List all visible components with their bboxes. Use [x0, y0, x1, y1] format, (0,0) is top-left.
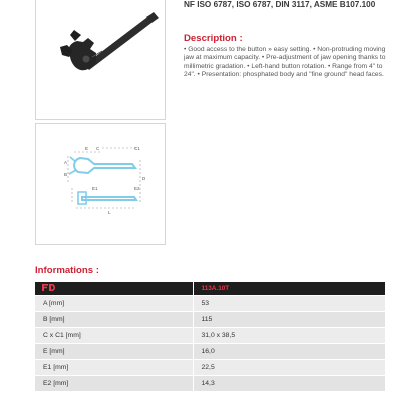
- diagram-label-b: B: [64, 172, 68, 177]
- diagram-label-a: A: [64, 160, 68, 165]
- row-label: E1 [mm]: [35, 359, 193, 375]
- row-value: 31,0 x 38,5: [193, 327, 385, 343]
- row-label: E [mm]: [35, 343, 193, 359]
- table-row: [35, 327, 385, 343]
- row-value: 16,0: [193, 343, 385, 359]
- informations-heading: Informations :: [35, 265, 99, 276]
- adjustable-wrench-photo: [36, 0, 167, 121]
- description-text: • Good access to the button » easy setting. • Non-protruding moving jaw at maximum capacity. • Pre-adjustment of jaw opening thanks to millimetric gradation. • Left-hand button rotation. • Range from 4" to 24". • Presentation: phosphated body and "fine ground" head faces.: [184, 46, 386, 78]
- row-label: C x C1 [mm]: [35, 327, 193, 343]
- facom-logo-icon: [41, 283, 57, 292]
- dimension-diagram[interactable]: [35, 123, 166, 245]
- row-value: 115: [193, 311, 385, 327]
- diagram-label-e2: E2: [134, 186, 140, 191]
- diagram-label-l: L: [108, 210, 111, 215]
- row-value: 22,5: [193, 359, 385, 375]
- row-label: E2 [mm]: [35, 375, 193, 391]
- table-header-row: [35, 282, 385, 295]
- diagram-label-d: D: [142, 176, 146, 181]
- diagram-label-c1: C1: [134, 146, 140, 151]
- table-row: [35, 295, 385, 311]
- diagram-label-e: E: [85, 146, 89, 151]
- product-image[interactable]: [35, 0, 166, 120]
- row-value: 14,3: [193, 375, 385, 391]
- row-label: B [mm]: [35, 311, 193, 327]
- standards-list: NF ISO 6787, ISO 6787, DIN 3117, ASME B107.100: [184, 0, 376, 9]
- row-value: 53: [193, 295, 385, 311]
- diagram-label-c: C: [96, 146, 100, 151]
- table-row: [35, 375, 385, 391]
- wrench-dimension-drawing: [36, 124, 167, 246]
- description-heading: Description :: [184, 33, 243, 44]
- table-row: [35, 343, 385, 359]
- table-row: [35, 311, 385, 327]
- row-label: A [mm]: [35, 295, 193, 311]
- brand-logo: [35, 282, 193, 295]
- diagram-label-e1: E1: [92, 186, 98, 191]
- product-reference: 113A.10T: [193, 282, 385, 295]
- specifications-table: [35, 282, 385, 392]
- table-row: [35, 359, 385, 375]
